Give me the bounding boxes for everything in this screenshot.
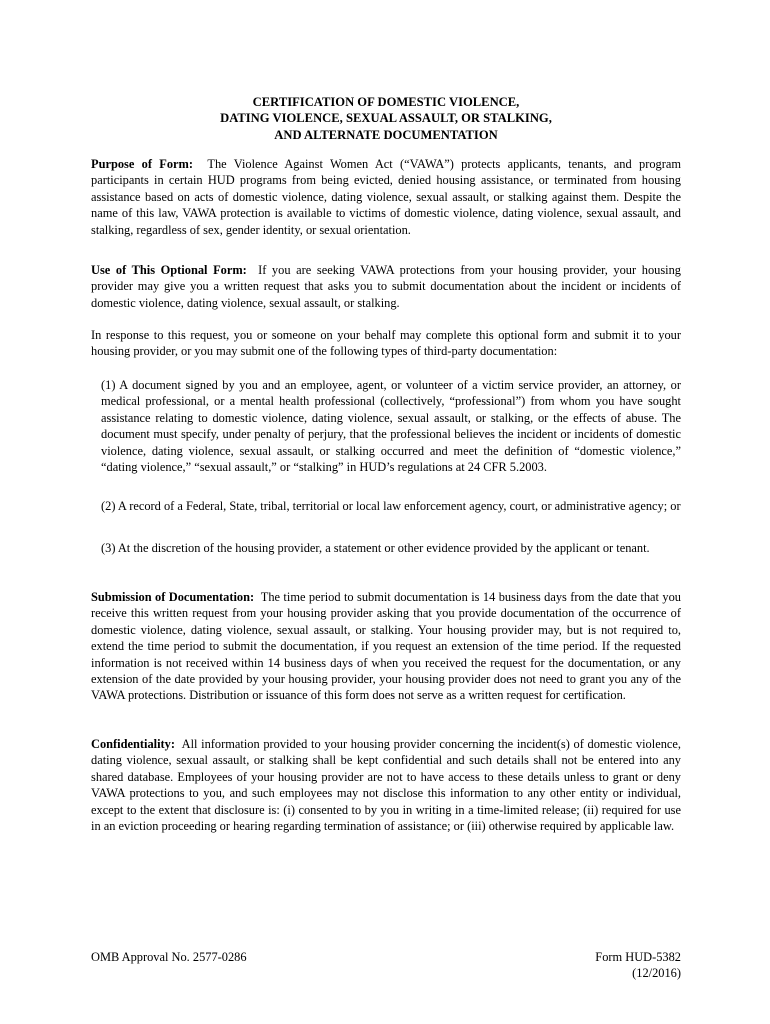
option-2-text: (2) A record of a Federal, State, tribal, territorial or local law enforcement agency, court, or administrative agency; or	[101, 499, 681, 513]
optional-form-text: If you are seeking VAWA protections from your housing provider, your housing provider may give you a written request that asks you to submit documentation about the incident or incidents of domestic violence, dating violence, sexual assault, or stalking.	[91, 263, 681, 310]
submission-paragraph	[91, 589, 681, 704]
purpose-heading: Purpose of Form:	[91, 157, 194, 171]
option-3-text: (3) At the discretion of the housing provider, a statement or other evidence provided by the applicant or tenant.	[101, 541, 650, 555]
title-line-3: AND ALTERNATE DOCUMENTATION	[274, 127, 498, 142]
form-date: (12/2016)	[632, 966, 681, 981]
submission-heading: Submission of Documentation:	[91, 590, 255, 604]
optional-form-paragraph	[91, 262, 681, 311]
purpose-paragraph	[91, 156, 681, 238]
form-number: Form HUD-5382	[595, 950, 681, 964]
form-title	[91, 94, 681, 143]
response-text: In response to this request, you or someone on your behalf may complete this optional form and submit it to your housing provider, or you may submit one of the following types of third-party documentation:	[91, 328, 681, 359]
option-1-text: (1) A document signed by you and an employee, agent, or volunteer of a victim service provider, an attorney, or medical professional, or a mental health professional (collectively, “professional”) from whom you have sought assistance relating to domestic violence, dating violence, sexual assault, or stalking, or the effects of abuse. The document must specify, under penalty of perjury, that the professional believes the incident or incidents of domestic violence, dating violence, sexual assault, or stalking occurred and meet the definition of “domestic violence,” “dating violence,” “sexual assault,” or “stalking” in HUD’s regulations at 24 CFR 5.2003.	[101, 378, 681, 475]
purpose-text: The Violence Against Women Act (“VAWA”) protects applicants, tenants, and program participants in certain HUD programs from being evicted, denied housing assistance, or terminated from housing assistance based on acts of domestic violence, dating violence, sexual assault, or stalking against them. Despite the name of this law, VAWA protection is available to victims of domestic violence, dating violence, sexual assault, and stalking, regardless of sex, gender identity, or sexual orientation.	[91, 157, 681, 237]
title-line-1: CERTIFICATION OF DOMESTIC VIOLENCE,	[252, 95, 520, 109]
option-2	[101, 498, 681, 514]
form-identifier	[595, 949, 681, 982]
confidentiality-paragraph	[91, 736, 681, 834]
confidentiality-heading: Confidentiality:	[91, 737, 175, 751]
option-1	[101, 377, 681, 475]
optional-form-heading: Use of This Optional Form:	[91, 263, 247, 277]
confidentiality-text: All information provided to your housing provider concerning the incident(s) of domestic violence, dating violence, sexual assault, or stalking shall be kept confidential and such details shall not be entered into any shared database. Employees of your housing provider are not to have access to these details unless to grant or deny VAWA protections to you, and such employees may not disclose this information to any other entity or individual, except to the extent that disclosure is: (i) consented to by you in writing in a time-limited release; (ii) required for use in an eviction proceeding or hearing regarding termination of assistance; or (iii) otherwise required by applicable law.	[91, 737, 681, 834]
title-line-2: DATING VIOLENCE, SEXUAL ASSAULT, OR STALKING,	[220, 111, 552, 126]
option-3	[101, 540, 681, 556]
submission-text: The time period to submit documentation is 14 business days from the date that you receive this written request from your housing provider asking that you provide documentation of the occurrence of domestic violence, dating violence, sexual assault, or stalking. Your housing provider may, but is not required to, extend the time period to submit the documentation, if you request an extension of the time period. If the requested information is not received within 14 business days of when you received the request for the documentation, or any extension of the date provided by your housing provider, your housing provider does not need to grant you any of the VAWA protections. Distribution or issuance of this form does not serve as a written request for certification.	[91, 590, 681, 703]
response-paragraph	[91, 327, 681, 360]
omb-approval: OMB Approval No. 2577-0286	[91, 950, 247, 964]
